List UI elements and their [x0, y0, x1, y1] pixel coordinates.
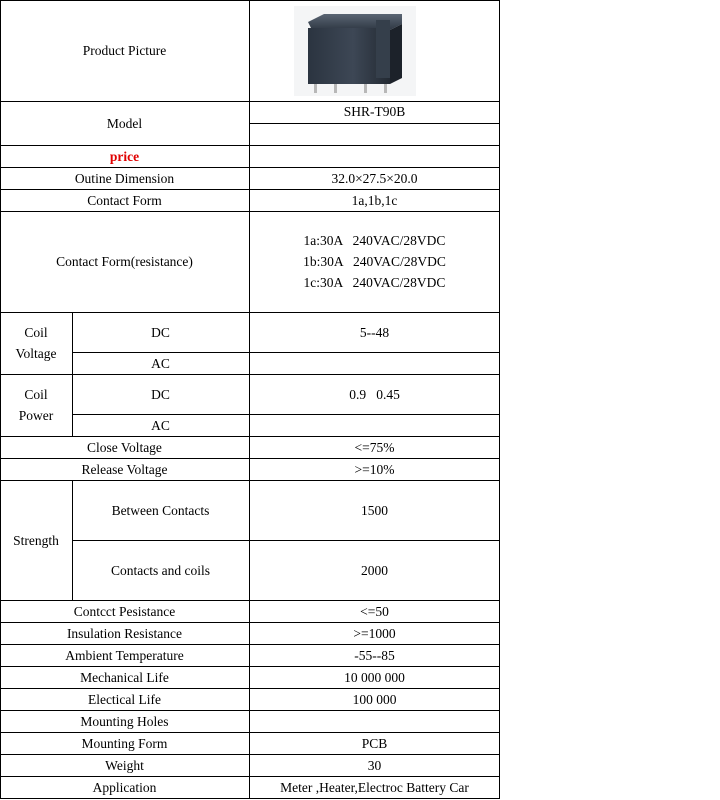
mounting-form-value: PCB [361, 735, 388, 751]
outline-dimension-value: 32.0×27.5×20.0 [331, 170, 418, 186]
contact-resistance-value: <=50 [360, 603, 389, 619]
contact-resistance-label: Contcct Pesistance [73, 603, 176, 619]
contacts-coils-label: Contacts and coils [111, 562, 210, 578]
coil-power-label [0, 374, 72, 436]
contact-form-resistance-line: 1c:30A 240VAC/28VDC [303, 275, 446, 290]
ambient-temperature-value: -55--85 [354, 647, 395, 663]
relay-product-image [294, 6, 416, 96]
contact-form-resistance-line: 1a:30A 240VAC/28VDC [303, 233, 446, 248]
coil-voltage-label-line1: Coil [24, 325, 48, 340]
insulation-resistance-label: Insulation Resistance [66, 625, 183, 641]
weight-label: Weight [105, 757, 144, 773]
contact-form-resistance-label: Contact Form(resistance) [56, 254, 193, 269]
close-voltage-value: <=75% [354, 439, 395, 455]
mechanical-life-label: Mechanical Life [80, 669, 169, 685]
mechanical-life-value: 10 000 000 [344, 669, 405, 685]
release-voltage-value: >=10% [354, 461, 395, 477]
coil-power-dc-label: DC [151, 386, 170, 402]
weight-value: 30 [367, 757, 382, 773]
mounting-holes-value [249, 710, 500, 732]
model-value: SHR-T90B [343, 104, 406, 119]
between-contacts-label: Between Contacts [111, 502, 210, 518]
coil-power-ac-label: AC [151, 417, 170, 433]
application-value: Meter ,Heater,Electroc Battery Car [280, 779, 469, 795]
coil-voltage-dc-label: DC [151, 324, 170, 340]
mounting-holes-label: Mounting Holes [80, 713, 169, 729]
ambient-temperature-label: Ambient Temperature [65, 647, 184, 663]
coil-power-label-line1: Coil [24, 387, 48, 402]
coil-voltage-dc-value: 5--48 [359, 324, 390, 340]
price-value [249, 145, 500, 167]
coil-voltage-ac-value [249, 352, 500, 374]
close-voltage-label: Close Voltage [87, 439, 162, 455]
product-picture-label: Product Picture [82, 43, 167, 58]
strength-label: Strength [13, 532, 59, 548]
insulation-resistance-value: >=1000 [353, 625, 396, 641]
contact-form-label: Contact Form [87, 192, 162, 208]
model-label: Model [106, 115, 143, 131]
outline-dimension-label: Outine Dimension [74, 170, 175, 186]
coil-voltage-label-line2: Voltage [15, 346, 57, 361]
coil-power-label-line2: Power [18, 408, 54, 423]
electrical-life-value: 100 000 [352, 691, 397, 707]
contact-form-value: 1a,1b,1c [351, 192, 398, 208]
price-label: price [109, 148, 140, 164]
contact-form-resistance-line: 1b:30A 240VAC/28VDC [303, 254, 446, 269]
mounting-form-label: Mounting Form [81, 735, 168, 751]
coil-voltage-ac-label: AC [151, 355, 170, 371]
release-voltage-label: Release Voltage [81, 461, 168, 477]
coil-power-ac-value [249, 414, 500, 436]
coil-voltage-label [0, 312, 72, 374]
contacts-coils-value: 2000 [361, 562, 388, 578]
grid-line [249, 123, 500, 124]
between-contacts-value: 1500 [361, 502, 388, 518]
contact-form-resistance-values [249, 211, 500, 312]
application-label: Application [92, 779, 157, 795]
coil-power-dc-value: 0.9 0.45 [349, 386, 400, 402]
electrical-life-label: Electical Life [87, 691, 162, 707]
